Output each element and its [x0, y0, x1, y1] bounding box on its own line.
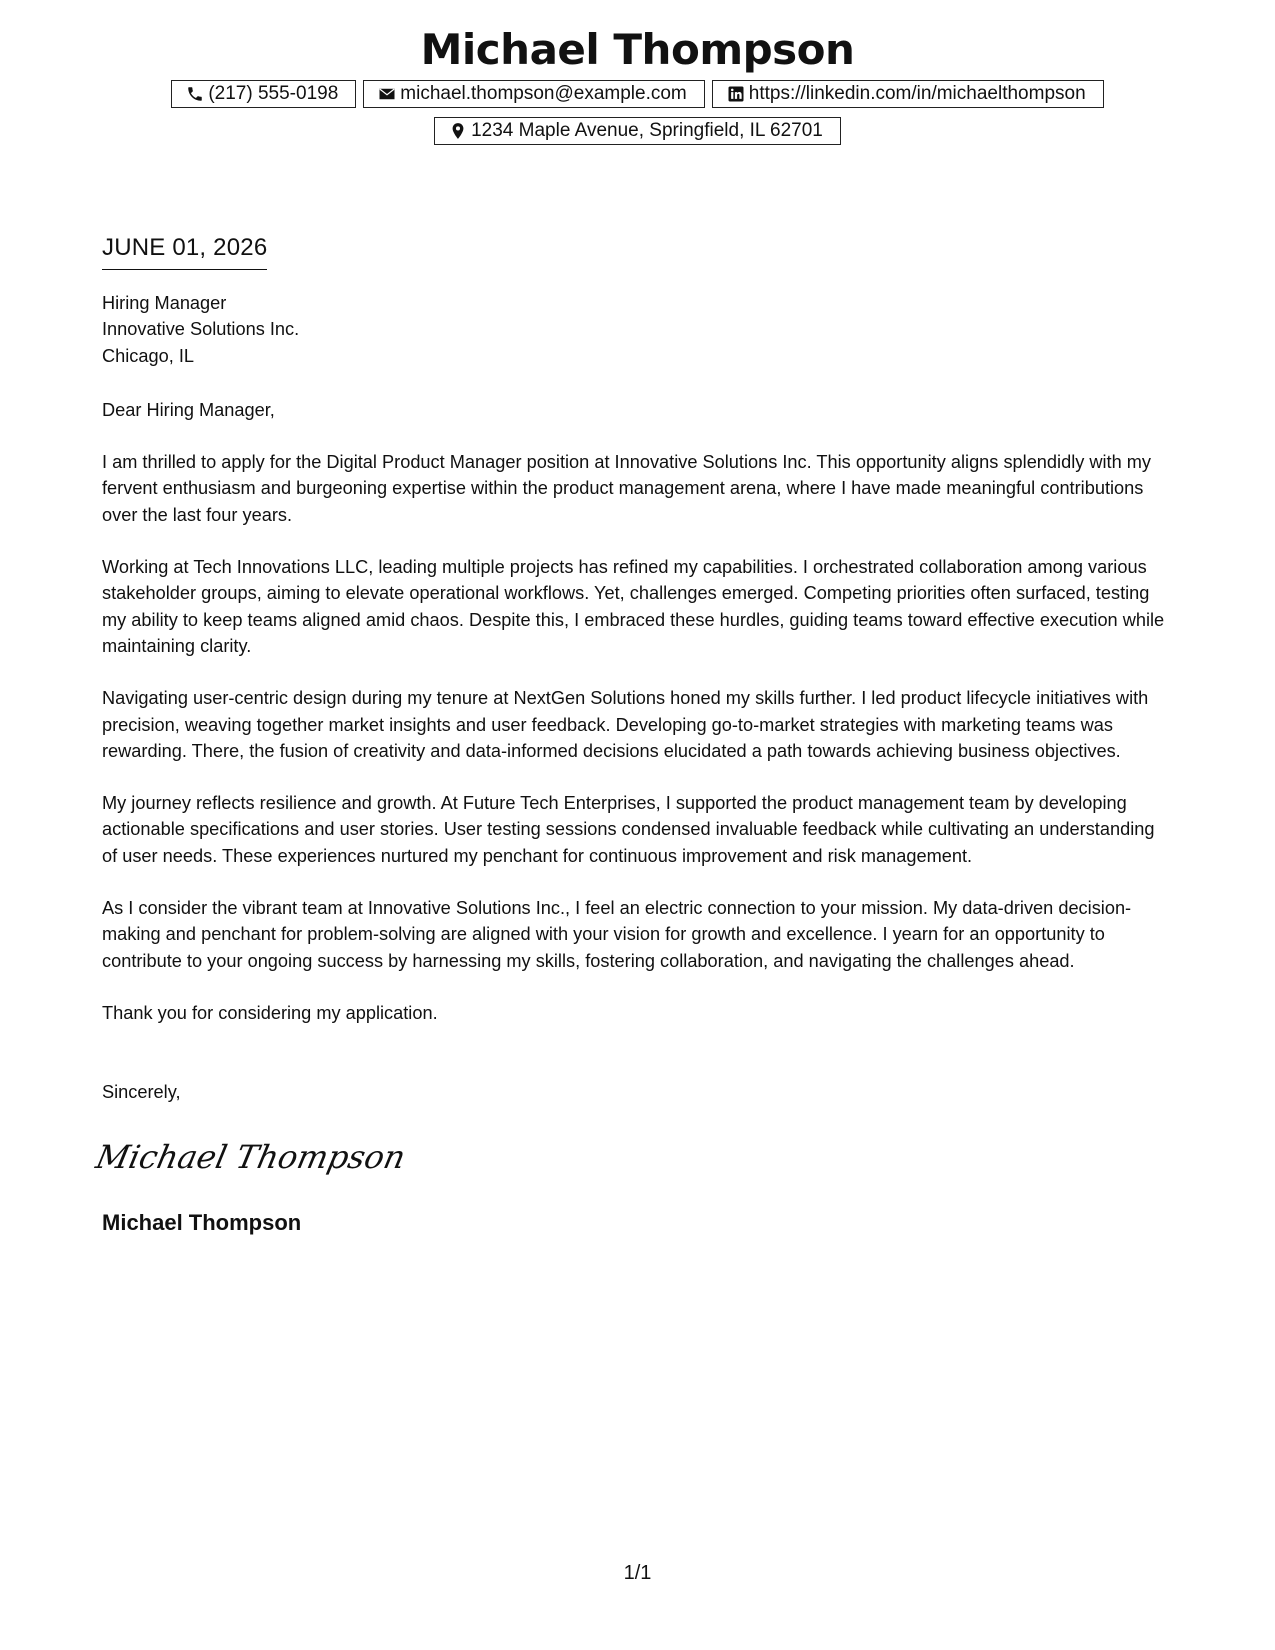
signature-mark: Michael Thompson — [92, 1137, 409, 1176]
map-pin-icon — [449, 122, 467, 140]
linkedin-chip[interactable] — [712, 80, 1104, 108]
letter-date: JUNE 01, 2026 — [102, 232, 267, 270]
body-paragraph: Navigating user-centric design during my tenure at NextGen Solutions honed my skills further. I led product lifecycle initiatives with precision, weaving together market insights and user feedback. Developing go-to-market strategies with marketing teams was rewarding. There, the fusion of creativity and data-informed decisions elucidated a path towards achieving business objectives. — [102, 688, 1149, 761]
body-paragraph: I am thrilled to apply for the Digital Product Manager position at Innovative Solutions Inc. This opportunity aligns splendidly with my fervent enthusiasm and burgeoning expertise within the product management arena, where I have made meaningful contributions over the last four years. — [102, 452, 1152, 525]
typed-name: Michael Thompson — [102, 1209, 302, 1235]
handwritten-signature — [92, 1132, 1174, 1182]
linkedin-icon — [727, 85, 745, 103]
email-chip[interactable] — [363, 80, 704, 108]
body-paragraph: Working at Tech Innovations LLC, leading multiple projects has refined my capabilities. I orchestrated collaboration among various stakeholder groups, aiming to elevate operational workflows. Yet, challenges emerged. Competing priorities often surfaced, testing my ability to keep teams aligned amid chaos. Despite this, I embraced these hurdles, guiding teams toward effective execution while maintaining clarity. — [102, 557, 1165, 656]
recipient-company: Innovative Solutions Inc. — [102, 319, 300, 340]
phone-icon — [186, 85, 204, 103]
letter-body — [92, 232, 1174, 1238]
page-number: 1/1 — [623, 1562, 652, 1584]
recipient-block — [102, 290, 1174, 369]
body-paragraph: My journey reflects resilience and growth. At Future Tech Enterprises, I supported the product management team by developing actionable specifications and user stories. User testing sessions condensed invaluable feedback while cultivating an understanding of user needs. These experiences nurtured my penchant for continuous improvement and risk management. — [102, 793, 1155, 866]
phone-text: (217) 555-0198 — [208, 83, 339, 104]
phone-chip[interactable] — [171, 80, 356, 108]
body-paragraph: As I consider the vibrant team at Innovative Solutions Inc., I feel an electric connection to your mission. My data-driven decision-making and penchant for problem-solving are aligned with your vision for growth and excellence. I yearn for an opportunity to contribute to your ongoing success by harnessing my skills, fostering collaboration, and navigating the challenges ahead. — [102, 898, 1132, 971]
applicant-name-heading: Michael Thompson — [420, 25, 855, 74]
address-text: 1234 Maple Avenue, Springfield, IL 62701 — [471, 120, 823, 141]
envelope-icon — [378, 85, 396, 103]
salutation: Dear Hiring Manager, — [102, 399, 275, 420]
address-chip[interactable] — [434, 117, 841, 145]
email-text: michael.thompson@example.com — [400, 83, 687, 104]
linkedin-text: https://linkedin.com/in/michaelthompson — [748, 83, 1086, 104]
contact-row-primary — [0, 80, 1275, 108]
recipient-location: Chicago, IL — [102, 345, 195, 366]
contact-row-secondary — [0, 117, 1275, 145]
closing-line: Thank you for considering my application. — [102, 1002, 438, 1023]
signoff: Sincerely, — [102, 1082, 181, 1103]
recipient-title: Hiring Manager — [102, 293, 227, 313]
